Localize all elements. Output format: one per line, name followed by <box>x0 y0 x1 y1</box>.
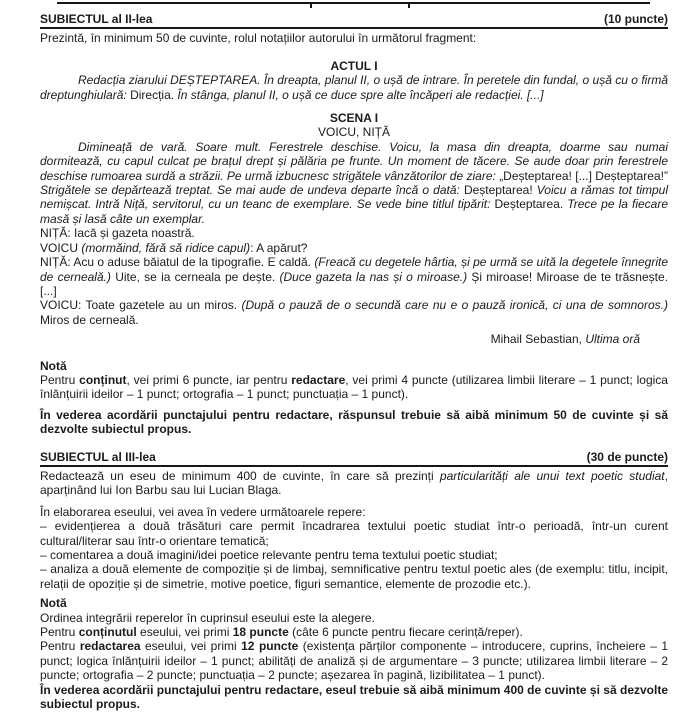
subject-3-warning: În vederea acordării punctajului pentru redactare, eseul trebuie să aibă minimum 400 de cuvinte și să dezvolte subiectul propus. <box>40 682 668 712</box>
subject-3-note-line1: Ordinea integrării reperelor în cuprinsul eseului este la alegere. <box>40 610 375 625</box>
subject-2-warning: În vederea acordării punctajului pentru redactare, răspunsul trebuie să aibă minimum 50 de cuvinte și să dezvolte subiectul propus. <box>40 407 668 437</box>
subject-2-header <box>40 12 668 29</box>
page-top-rule <box>57 2 650 4</box>
subject-2-note-heading: Notă <box>40 358 67 373</box>
subject-3-title: SUBIECTUL al III-lea <box>40 449 156 464</box>
subject-3-header <box>40 450 668 467</box>
act-intro-stage-direction: Redacția ziarului DEȘTEPTAREA. În dreapta, planul II, o ușă de intrare. În peretele din fundal, o ușă cu o firmă dreptunghiulară: Direcția. În stânga, planul II, o ușă ce duce spre alte încăperi ale redacției. [...] <box>40 73 668 102</box>
subject-2-note-body: Pentru conținut, vei primi 6 puncte, iar pentru redactare, vei primi 4 puncte (utilizarea limbii literare – 1 punct; logica înlănțuirii ideilor – 1 punct; ortografia – 1 punct; punctuația – 1 punct). <box>40 372 668 402</box>
dialogue-line-voicu-2: VOICU: Toate gazetele au un miros. (După o pauză de o secundă care nu e o pauză ironică, ci una de somnoros.) Miros de cerneală. <box>40 298 668 327</box>
author-attribution: Mihail Sebastian, Ultima oră <box>490 332 640 347</box>
dialogue-line-nita-2: NIȚĂ: Acu o aduse băiatul de la tipografie. E caldă. (Freacă cu degetele hârtia, și pe urmă se uită la degetele înnegrite de cerneală.) Uite, se ia cerneala pe dește. (Duce gazeta la nas și o miroase.) Și miroase! Miroase de te trăsnește. [...] <box>40 255 669 298</box>
scene-cast: VOICU, NIȚĂ <box>317 125 390 140</box>
subject-3-task: Redactează un eseu de minimum 400 de cuvinte, în care să prezinți particularități ale unui text poetic studiat, aparținând lui Ion Barbu sau lui Lucian Blaga. <box>40 468 668 498</box>
subject-2-title: SUBIECTUL al II-lea <box>40 12 153 26</box>
subject-2-points: (10 puncte) <box>603 12 668 26</box>
guideline-item-3: – analiza a două elemente de compoziție și de limbaj, semnificative pentru textul poetic ales (de exemplu: titlu, incipit, relații de opoziție și de simetrie, motive poetice, figuri semantice, elemente de prozodie etc.). <box>40 562 668 591</box>
subject-2-section <box>40 12 668 437</box>
guideline-item-1: – evidențierea a două trăsături care permit încadrarea textului poetic studiat într-o perioadă, într-un curent cultural/literar sau într-o orientare tematică; <box>40 519 668 548</box>
act-heading: ACTUL I <box>330 58 378 73</box>
subject-3-points: (30 de puncte) <box>586 449 668 464</box>
top-rule-tick <box>408 4 410 8</box>
dialogue-line-nita-1: NIȚĂ: Iacă și gazeta noastră. <box>40 226 195 241</box>
subject-3-note-line3: Pentru redactarea eseului, vei primi 12 puncte (existența părților componente – introducere, cuprins, încheiere – 1 punct; logica înlănțuirii ideilor – 1 punct; abilități de analiză și de argumentare – 3 puncte; utilizarea limbii literare – 2 puncte; ortografia – 2 puncte; punctuația – 2 puncte; așezarea în pagină, lizibilitatea – 1 punct). <box>40 639 669 683</box>
guideline-item-2: – comentarea a două imagini/idei poetice relevante pentru tema textului poetic studiat; <box>40 548 498 562</box>
guidelines-intro: În elaborarea eseului, vei avea în vedere următoarele repere: <box>40 504 366 519</box>
subject-3-section <box>40 450 668 712</box>
scene-heading: SCENA I <box>329 111 379 126</box>
subject-3-note-line2: Pentru conținutul eseului, vei primi 18 puncte (câte 6 puncte pentru fiecare cerință/reper). <box>40 625 523 640</box>
scene-stage-direction: Dimineață de vară. Soare mult. Ferestrele deschise. Voicu, la masa din dreapta, doarme sau numai dormitează, cu capul culcat pe brațul drept și pălăria pe frunte. Un moment de tăcere. Se aude doar prin ferestrele deschise rumoarea surdă a străzii. Pe urmă izbucnesc strigătele vânzătorilor de ziare: „Deșteptarea! [...] Deșteptarea!” Strigătele se depărtează treptat. Se mai aude de undeva departe încă o dată: Deșteptarea! Voicu a rămas tot timpul nemișcat. Intră Niță, servitorul, cu un teanc de exemplare. Se vede bine titlul tipărit: Deșteptarea. Trece pe la fiecare masă și lasă câte un exemplar. <box>40 139 668 226</box>
top-rule-tick <box>310 4 312 8</box>
subject-2-task: Prezintă, în minimum 50 de cuvinte, rolul notațiilor autorului în următorul fragment: <box>40 31 477 46</box>
subject-3-note-heading: Notă <box>40 596 67 611</box>
dialogue-line-voicu-1: VOICU (mormăind, fără să ridice capul): A apărut? <box>40 240 308 255</box>
